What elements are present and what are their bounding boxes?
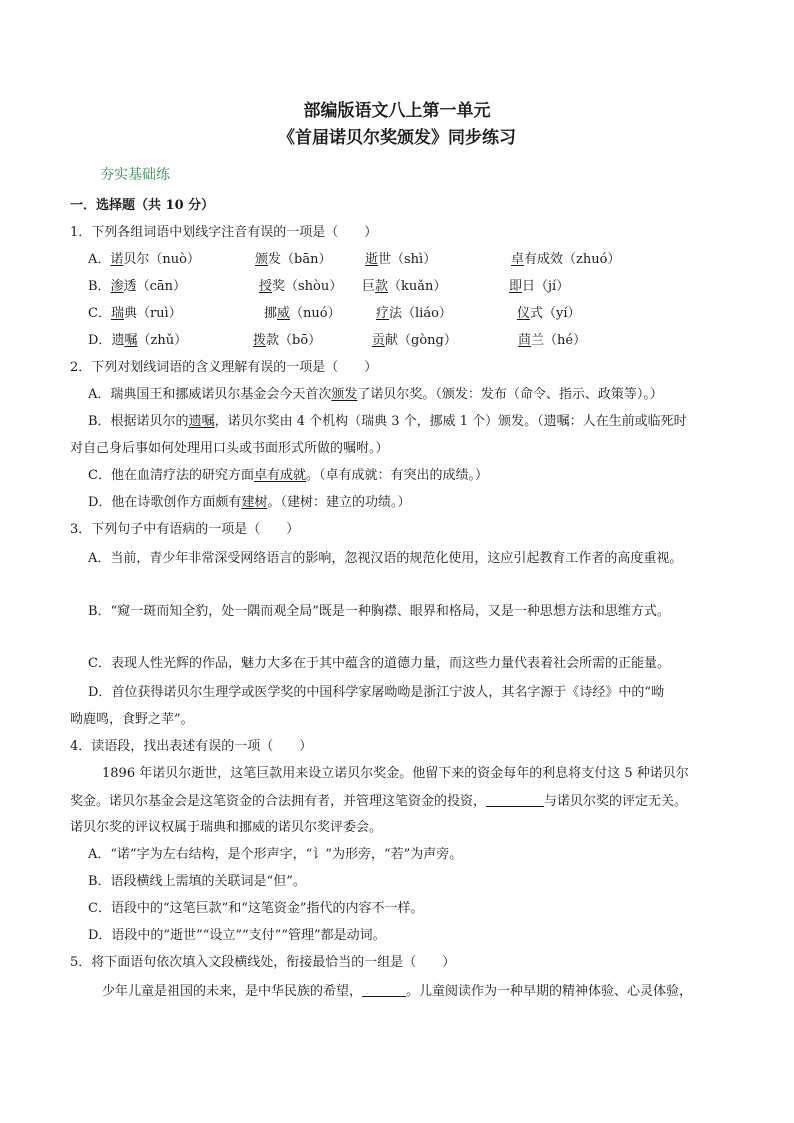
underlined-char: 拨 [253, 333, 267, 348]
underlined-char: 瑞 [110, 306, 124, 321]
q1-c-item-3: 疗法（liáo） [376, 306, 452, 321]
q5-passage-line-1: 少年儿童是祖国的未来，是中华民族的希望， 。儿童阅读作为一种早期的精神体验、心灵体验， [102, 984, 693, 999]
underlined-char: 逝 [365, 252, 379, 267]
underlined-char: 嘱 [124, 333, 138, 348]
q3-stem: 3．下列句子中有语病的一项是（ ） [70, 522, 300, 537]
q4-option-d: D．语段中的“逝世”“设立”“支付”“管理”都是动词。 [88, 928, 386, 943]
underlined-char: 即 [509, 279, 523, 294]
q4-option-a: A．“诺”字为左右结构，是个形声字，“讠”为形旁，“若”为声旁。 [88, 847, 463, 862]
q4-stem: 4．读语段，找出表述有误的一项（ ） [70, 739, 313, 754]
q4-option-b: B．语段横线上需填的关联词是“但”。 [88, 874, 306, 889]
q1-a-item-2: 颁发（bān） [255, 252, 332, 267]
q1-d-item-3: 贡献（gòng） [372, 333, 457, 348]
q4-passage-line-2: 奖金。诺贝尔基金会是这笔资金的合法拥有者，并管理这笔资金的投资， 与诺贝尔奖的评定无关。 [70, 794, 688, 809]
q1-b-item-4: 即日（jí） [509, 279, 570, 294]
q1-c-item-1: C．瑞典（ruì） [88, 306, 182, 321]
q1-a-item-1: A．诺贝尔（nuò） [88, 252, 200, 267]
underlined-char: 卓 [511, 252, 525, 267]
underlined-char: 渗 [110, 279, 124, 294]
q1-c-item-4: 仪式（yí） [517, 306, 581, 321]
title-line-1: 部编版语文八上第一单元 [303, 101, 491, 121]
underlined-char: 仪 [517, 306, 531, 321]
underlined-char: 颁 [255, 252, 269, 267]
q2-option-b: B．根据诺贝尔的遗嘱，诺贝尔奖由 4 个机构（瑞典 3 个，挪威 1 个）颁发。（遗嘱：人在生前或临死时 [88, 414, 687, 429]
q1-b-item-2: 授奖（shòu） [259, 279, 343, 294]
part-heading: 一．选择题（共 10 分） [70, 198, 215, 213]
q1-d-item-2: 拨款（bō） [253, 333, 322, 348]
q4-passage-line-1: 1896 年诺贝尔逝世，这笔巨款用来设立诺贝尔奖金。他留下来的资金每年的利息将支付这 5 种诺贝尔 [102, 766, 689, 781]
section-label: 夯实基础练 [100, 167, 170, 183]
q2-option-d: D．他在诗歌创作方面颇有建树。（建树：建立的功绩。） [88, 495, 411, 510]
q3-option-b: B．“窥一斑而知全豹，处一隅而观全局”既是一种胸襟、眼界和格局，又是一种思想方法和思维方式。 [88, 604, 670, 619]
q1-d-item-4: 茴兰（hé） [518, 333, 587, 348]
title-line-2: 《首届诺贝尔奖颁发》同步练习 [278, 128, 516, 148]
q4-passage-line-3: 诺贝尔奖的评议权属于瑞典和挪威的诺贝尔奖评委会。 [70, 820, 383, 835]
q1-a-item-4: 卓有成效（zhuó） [511, 252, 621, 267]
underlined-char: 贡 [372, 333, 386, 348]
q1-c-item-2: 挪威（nuó） [264, 306, 341, 321]
underlined-char: 茴 [518, 333, 532, 348]
q3-option-c: C．表现人性光辉的作品，魅力大多在于其中蕴含的道德力量，而这些力量代表着社会所需的正能量。 [88, 656, 670, 671]
q1-a-item-3: 逝世（shì） [365, 252, 437, 267]
fill-blank [486, 792, 544, 807]
q1-stem: 1．下列各组词语中划线字注音有误的一项是（ ） [70, 225, 378, 240]
q4-option-c: C．语段中的“这笔巨款”和“这笔资金”指代的内容不一样。 [88, 901, 424, 916]
q1-b-item-1: B．渗透（cān） [88, 279, 186, 294]
q2-stem: 2．下列对划线词语的含义理解有误的一项是（ ） [70, 360, 378, 375]
fill-blank [362, 982, 406, 997]
underlined-char: 威 [277, 306, 291, 321]
underlined-char: 授 [259, 279, 273, 294]
q1-d-item-1: D．遗嘱（zhǔ） [88, 333, 188, 348]
q2-option-b-cont: 对自己身后事如何处理用口头或书面形式所做的嘱咐。） [70, 441, 389, 456]
q2-option-a: A．瑞典国王和挪威诺贝尔基金会今天首次颁发了诺贝尔奖。（颁发：发布（命令、指示、政策等）。） [88, 387, 663, 402]
q2-option-c: C．他在血清疗法的研究方面卓有成就。（卓有成就：有突出的成绩。） [88, 468, 488, 483]
q5-stem: 5．将下面语句依次填入文段横线处，衔接最恰当的一组是（ ） [70, 955, 456, 970]
q3-option-d-cont: 呦鹿鸣，食野之苹”。 [70, 712, 194, 727]
underlined-char: 诺 [110, 252, 124, 267]
q3-option-d: D．首位获得诺贝尔生理学或医学奖的中国科学家屠呦呦是浙江宁波人，其名字源于《诗经》中的“呦 [88, 685, 665, 700]
underlined-char: 款 [375, 279, 389, 294]
underlined-char: 疗 [376, 306, 390, 321]
q1-b-item-3: 巨款（kuǎn） [362, 279, 447, 294]
q3-option-a: A．当前，青少年非常深受网络语言的影响，忽视汉语的规范化使用，这应引起教育工作者的高度重视。 [88, 551, 683, 566]
